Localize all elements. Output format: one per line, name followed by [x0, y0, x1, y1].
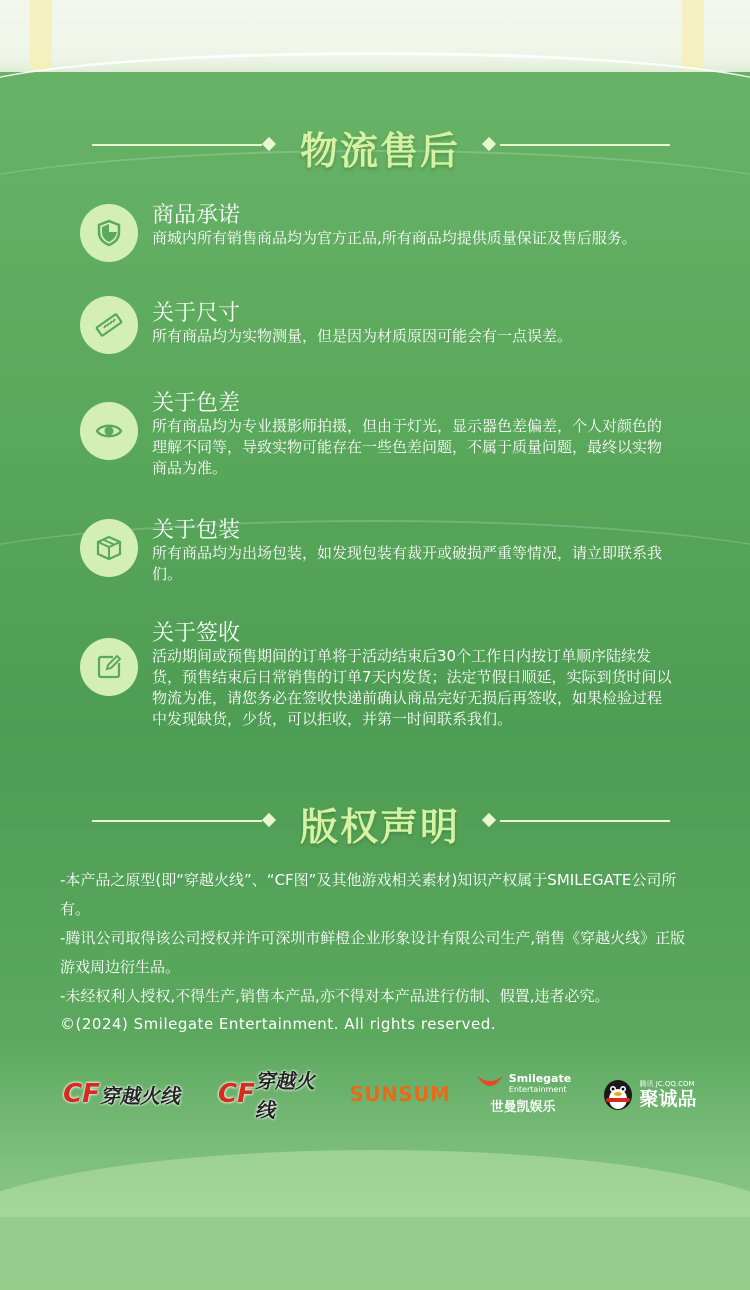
smilegate-name: Smilegate	[508, 1072, 572, 1085]
item-title: 商品承诺	[152, 203, 241, 228]
section-title-text: 物流售后	[299, 129, 460, 173]
section-title-logistics	[0, 120, 750, 173]
item-desc: 商城内所有销售商品均为官方正品,所有商品均提供质量保证及售后服务。	[152, 229, 637, 247]
item-title: 关于尺寸	[152, 301, 241, 326]
cf-logo-text: 穿越火线	[99, 1083, 180, 1108]
item-package	[80, 513, 680, 583]
box-icon	[80, 519, 138, 577]
eye-icon	[80, 402, 138, 460]
cf-logo-mark: CF	[218, 1079, 255, 1109]
item-desc: 所有商品均为实物测量，但是因为材质原因可能会有一点误差。	[152, 327, 573, 345]
smilegate-mark-icon	[475, 1074, 505, 1094]
cf-mobile-logo	[218, 1069, 330, 1122]
ruler-icon	[80, 296, 138, 354]
item-promise	[80, 198, 680, 268]
penguin-icon	[601, 1076, 635, 1112]
juchengpin-small: 腾讯 JC.QQ.COM	[639, 1080, 695, 1088]
bottom-wave-decor	[0, 1150, 750, 1290]
item-desc: 所有商品均为出场包装，如发现包装有裁开或破损严重等情况，请立即联系我们。	[152, 544, 663, 583]
cf-logo-text: 穿越火线	[254, 1069, 315, 1122]
item-title: 关于签收	[152, 621, 241, 646]
item-signing	[80, 616, 680, 746]
sunsum-logo: SUNSUM	[349, 1082, 451, 1106]
copyright-block	[60, 866, 700, 1035]
decor-bar	[30, 0, 52, 70]
item-desc: 所有商品均为专业摄影师拍摄，但由于灯光，显示器色差偏差，个人对颜色的理解不同等，导致实物可能存在一些色差问题，不属于质量问题，最终以实物商品为准。	[152, 417, 663, 477]
item-title: 关于包装	[152, 518, 241, 543]
smilegate-cn: 世曼凯娱乐	[490, 1100, 556, 1115]
decor-bar	[682, 0, 704, 70]
section-title-copyright	[0, 796, 750, 849]
diamond-icon	[482, 137, 496, 151]
diamond-icon	[262, 137, 276, 151]
diamond-icon	[482, 813, 496, 827]
edit-icon	[80, 638, 138, 696]
copyright-paragraph: -腾讯公司取得该公司授权并许可深圳市鲜橙企业形象设计有限公司生产,销售《穿越火线》正版游戏周边衍生品。	[60, 929, 686, 976]
juchengpin-logo	[598, 1070, 700, 1118]
cf-logo-mark: CF	[63, 1079, 100, 1109]
item-desc: 活动期间或预售期间的订单将于活动结束后30个工作日内按订单顺序陆续发货，预售结束后日常销售的订单7天内发货；法定节假日顺延，实际到货时间以物流为准，请您务必在签收快递前确认商品完好无损后再签收，如果检验过程中发现缺货，少货，可以拒收，并第一时间联系我们。	[152, 647, 672, 728]
smilegate-sub: Entertainment	[508, 1085, 567, 1094]
copyright-paragraph: -本产品之原型(即“穿越火线”、“CF图”及其他游戏相关素材)知识产权属于SMILEGATE公司所有。	[60, 871, 677, 918]
divider-line	[92, 144, 262, 146]
copyright-notice: ©(2024) Smilegate Entertainment. All rights reserved.	[60, 1015, 497, 1033]
divider-line	[500, 820, 670, 822]
divider-line	[500, 144, 670, 146]
juchengpin-text: 聚诚品	[639, 1088, 697, 1110]
item-title: 关于色差	[152, 391, 241, 416]
cf-logo	[54, 1070, 189, 1118]
section-title-text: 版权声明	[299, 805, 460, 849]
divider-line	[92, 820, 262, 822]
partner-logos	[0, 1070, 750, 1120]
shield-icon	[80, 204, 138, 262]
item-color	[80, 386, 680, 476]
diamond-icon	[262, 813, 276, 827]
item-size	[80, 296, 680, 356]
smilegate-logo	[468, 1070, 578, 1118]
copyright-paragraph: -未经权利人授权,不得生产,销售本产品,亦不得对本产品进行仿制、假置,违者必究。	[60, 987, 610, 1005]
